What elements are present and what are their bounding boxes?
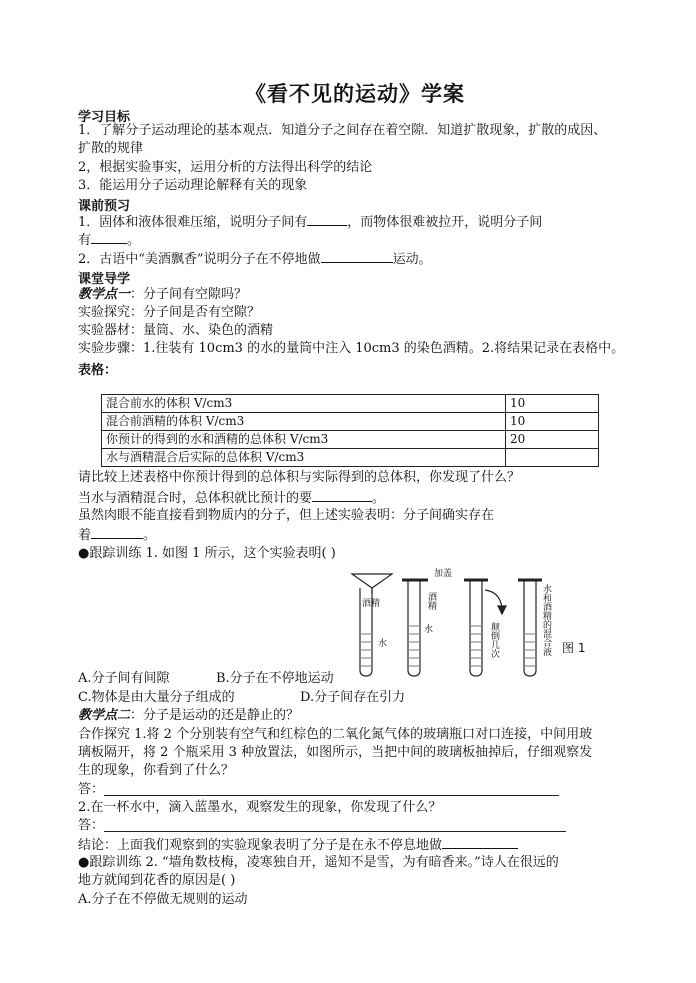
preview-heading: 课前预习 [78,199,131,214]
point2-q2: 2.在一杯水中，滴入蓝墨水，观察发生的现象，你发现了什么？ [78,800,442,815]
practice2-line2: 地方就闻到花香的原因是( ) [78,873,236,888]
fig-label-alcohol: 酒精 [362,599,381,609]
table-row [102,431,599,449]
fig-label-water-2: 水 [424,625,434,635]
practice1-option-c[interactable]: C.物体是由大量分子组成的 [78,690,235,705]
goal-1-line2: 扩散的规律 [78,141,144,156]
test-tube-3 [470,580,482,676]
table-row [102,395,599,413]
conclusion-line2: 着 。 [78,528,157,543]
steps-line: 实验步骤：1.往装有 10cm3 的水的量筒中注入 10cm3 的染色酒精。2.将结果记录在表格中。 [78,341,625,356]
preview-q1-line1: 1．固体和液体很难压缩，说明分子间有 ，而物体很难被拉开，说明分子间 [78,215,543,230]
preview-q2: 2．古语中“美酒飘香”说明分子在不停地做 运动。 [78,252,432,267]
goal-3: 3．能运用分子运动理论解释有关的现象 [78,178,308,193]
results-table [101,394,599,467]
test-tube-4 [524,580,536,676]
blank-4[interactable] [312,489,372,502]
table-label: 表格： [78,363,118,378]
table-cell-label: 混合前水的体积 V/cm3 [102,395,506,413]
point1-heading: 教学点一：分子间有空隙吗？ [78,287,248,302]
figure-1-label: 图 1 [562,641,586,655]
answer-2-label: 答： [78,818,105,833]
when-question: 当水与酒精混合时，总体积就比预计的要 。 [78,491,386,506]
practice1-option-b[interactable]: B.分子在不停地运动 [216,671,334,686]
materials-line: 实验器材：量筒、水、染色的酒精 [78,323,274,338]
goals-heading: 学习目标 [78,110,131,125]
compare-question: 请比较上述表格中你预计得到的总体积与实际得到的总体积，你发现了什么？ [78,470,521,485]
goal-2: 2，根据实验事实，运用分析的方法得出科学的结论 [78,160,373,175]
table-cell-label: 你预计的得到的水和酒精的总体积 V/cm3 [102,431,506,449]
blank-2[interactable] [91,231,127,244]
point2-conclusion: 结论：上面我们观察到的实验现象表明了分子是在永不停息地做 [78,836,518,854]
practice1-option-d[interactable]: D.分子间存在引力 [300,690,406,705]
point2-heading: 教学点二：分子是运动的还是静止的？ [78,708,300,723]
blank-5[interactable] [91,526,143,539]
coop-line1: 合作探究 1.将 2 个分别装有空气和红棕色的二氧化氮气体的玻璃瓶口对口连接，中间用玻 [78,727,593,742]
practice2-option-a[interactable]: A.分子在不停做无规则的运动 [78,892,248,907]
fig-label-mixed: 水和酒精的混合液 [541,584,551,656]
answer-1-label: 答： [78,782,105,797]
practice1-option-a[interactable]: A.分子间有间隙 [78,671,170,686]
explore-line: 实验探究：分子间是否有空隙？ [78,305,261,320]
table-cell-label: 水与酒精混合后实际的总体积 V/cm3 [102,449,506,467]
goal-1-line1: 1．了解分子运动理论的基本观点．知道分子之间存在着空隙．知道扩散现象，扩散的成因、 [78,123,607,138]
table-cell-value[interactable] [506,449,599,467]
table-cell-value: 20 [506,431,599,449]
answer-2-line[interactable] [104,831,566,832]
blank-1[interactable] [307,213,347,226]
answer-1-line[interactable] [104,795,559,796]
coop-line3: 生的现象，你看到了什么？ [78,763,235,778]
fig-label-jiagai: 加盖 [434,569,453,579]
practice2-line1: ●跟踪训练 2. “墙角数枝梅，凌寒独自开，遥知不是雪，为有暗香来。”诗人在很远的 [78,855,559,870]
guide-heading: 课堂导学 [78,272,131,287]
fig-label-alcohol-tube: 酒精 [426,592,436,610]
table-row [102,413,599,431]
table-cell-value: 10 [506,395,599,413]
funnel-icon [352,574,392,588]
table-cell-value: 10 [506,413,599,431]
practice1-question: ●跟踪训练 1. 如图 1 所示，这个实验表明( ) [78,546,336,561]
coop-line2: 璃板隔开，将 2 个瓶采用 3 种放置法，如图所示，当把中间的玻璃板抽掉后，仔细观察发 [78,745,593,760]
fig-label-water-1: 水 [378,639,388,649]
preview-q1-line2: 有 。 [78,233,141,248]
fig-label-invert: 颠倒几次 [489,622,499,658]
page-title: 《看不见的运动》学案 [245,81,465,106]
table-cell-label: 混合前酒精的体积 V/cm3 [102,413,506,431]
test-tube-2 [408,580,420,676]
conclusion-line1: 虽然肉眼不能直接看到物质内的分子，但上述实验表明：分子间确实存在 [78,508,495,523]
blank-6[interactable] [442,836,518,849]
blank-3[interactable] [321,250,393,263]
figure-1-diagram [350,562,610,680]
table-row [102,449,599,467]
